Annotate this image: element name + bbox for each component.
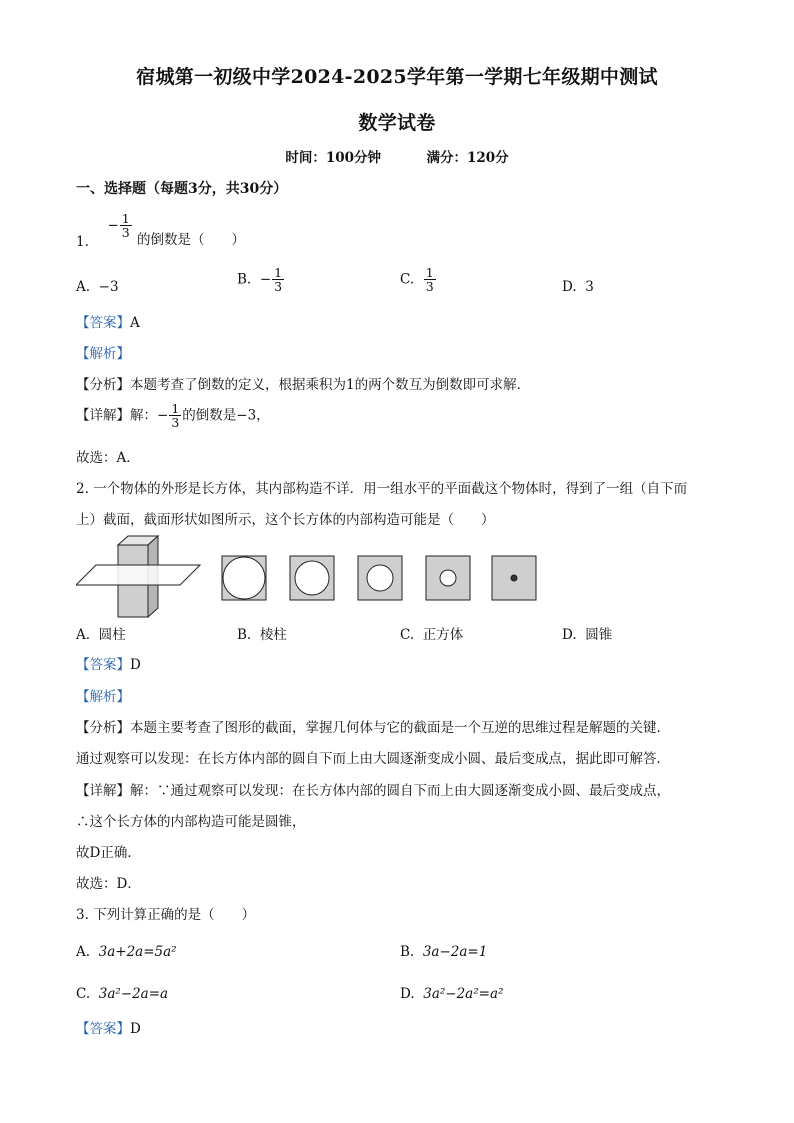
q3-option-b: B. 3a−2a=1	[400, 944, 488, 960]
cuboid-with-plane	[76, 536, 200, 617]
q2-detail-3: 故D正确．	[76, 845, 141, 861]
q2-detail-1: 【详解】解：∵通过观察可以发现：在长方体内部的圆自下而上由大圆逐渐变成小圆、最后变成点，	[76, 783, 670, 799]
q1-stem	[76, 211, 246, 250]
q2-option-b: B. 棱柱	[237, 627, 287, 643]
full-score: 满分：120分	[426, 150, 509, 166]
q1-stem-text: 的倒数是（ ）	[137, 232, 246, 248]
q1-number: 1.	[76, 234, 89, 250]
q1-answer: 【答案】A	[76, 315, 140, 331]
q2-stem-line1: 2. 一个物体的外形是长方体，其内部构造不详．用一组水平的平面截这个物体时，得到了一组（自下而	[76, 481, 688, 497]
q1-option-b: B. − $\frac{1}{3}$	[237, 265, 283, 294]
q2-option-c: C. 正方体	[400, 627, 464, 643]
q1-detail: 【详解】解：− $\frac{1}{3}$ 的倒数是−3，	[76, 401, 270, 430]
q3-option-a: A. 3a+2a=5a²	[76, 944, 177, 960]
section-4	[426, 556, 470, 600]
q1-option-a: A. −3	[76, 279, 119, 295]
q2-option-d: D. 圆锥	[562, 627, 613, 643]
q2-figure	[76, 533, 546, 619]
time-limit: 时间：100分钟	[285, 150, 382, 166]
q2-option-a: A. 圆柱	[76, 627, 126, 643]
q3-option-c: C. 3a²−2a=a	[76, 986, 169, 1002]
q2-stem-line2: 上）截面，截面形状如图所示，这个长方体的内部构造可能是（ ）	[76, 512, 495, 528]
section-heading: 一、选择题（每题3分，共30分）	[76, 181, 288, 197]
q1-choose: 故选：A．	[76, 450, 140, 466]
section-5	[492, 556, 536, 600]
section-2	[290, 556, 334, 600]
q2-analysis-tag: 【解析】	[76, 689, 130, 705]
q3-stem: 3. 下列计算正确的是（ ）	[76, 907, 256, 923]
exam-title: 宿城第一初级中学2024-2025学年第一学期七年级期中测试	[136, 66, 658, 88]
q3-answer: 【答案】D	[76, 1021, 141, 1037]
q2-answer: 【答案】D	[76, 657, 141, 673]
exam-subtitle: 数学试卷	[358, 112, 436, 134]
q2-detail-2: ∴这个长方体的内部构造可能是圆锥，	[76, 814, 306, 830]
q2-choose: 故选：D．	[76, 876, 141, 892]
q2-fenxi: 【分析】本题主要考查了图形的截面，掌握几何体与它的截面是一个互逆的思维过程是解题的关键．	[76, 720, 670, 736]
q3-option-d: D. 3a²−2a²=a²	[400, 986, 504, 1002]
cross-section-figure	[76, 533, 546, 619]
q1-fenxi: 【分析】本题考查了倒数的定义，根据乘积为1的两个数互为倒数即可求解．	[76, 377, 531, 393]
q2-fenxi-2: 通过观察可以发现：在长方体内部的圆自下而上由大圆逐渐变成小圆、最后变成点，据此即可解答．	[76, 751, 670, 767]
q1-option-d: D. 3	[562, 279, 594, 295]
section-1	[222, 556, 266, 600]
q1-analysis-tag: 【解析】	[76, 346, 130, 362]
section-3	[358, 556, 402, 600]
q1-option-c: C. $\frac{1}{3}$	[400, 265, 434, 294]
exam-meta	[0, 146, 794, 166]
q1-fraction: − $\frac{1}{3}$	[107, 211, 130, 240]
